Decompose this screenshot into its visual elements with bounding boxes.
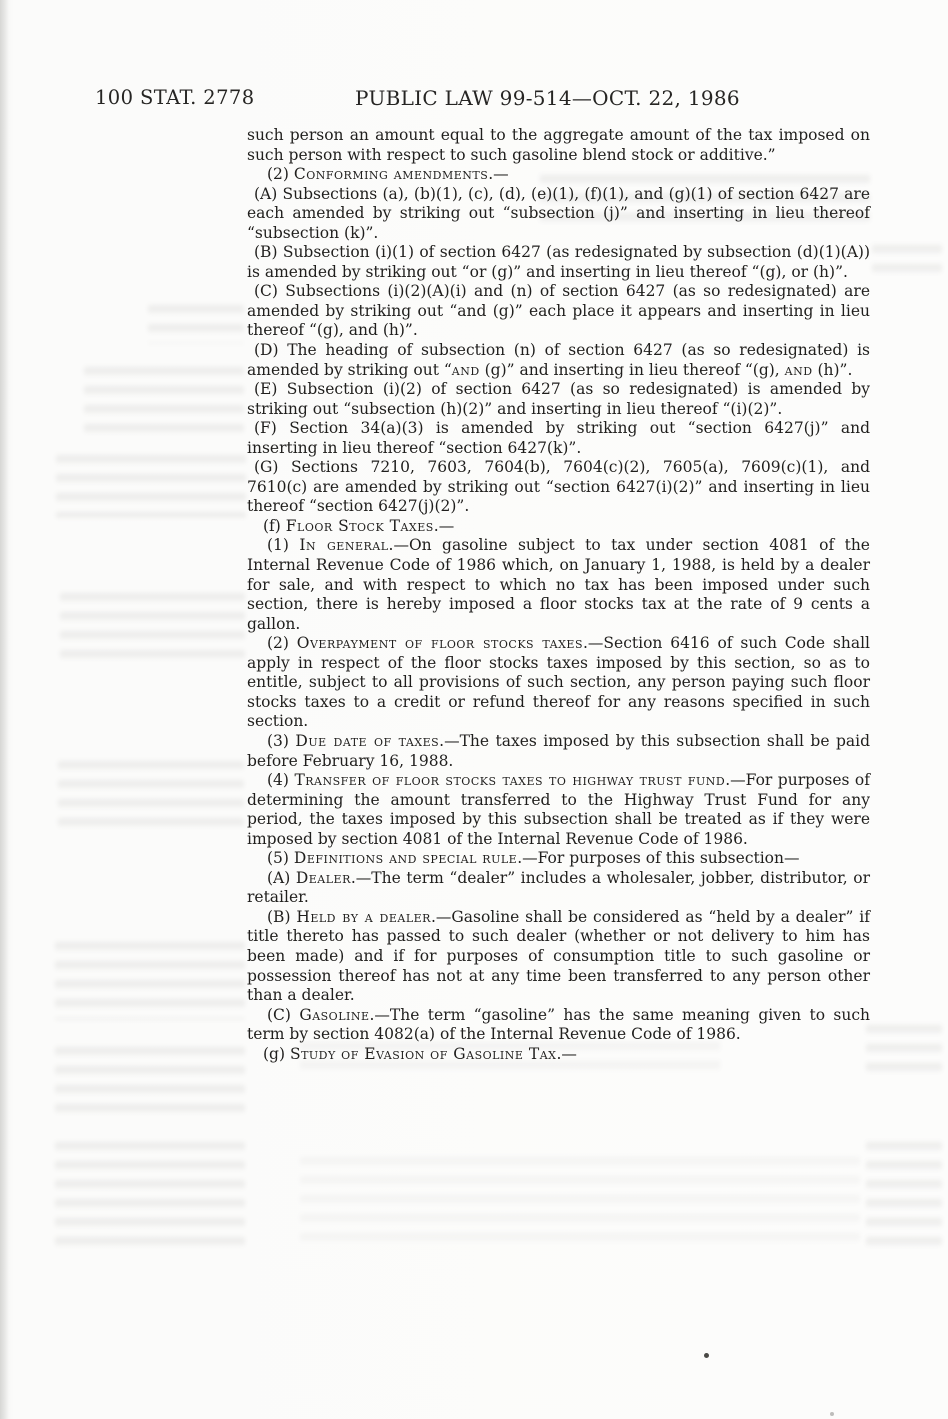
small-caps-heading: Held by a dealer [296, 907, 431, 926]
text-segment: (D) The heading of subsection (n) of section 6427 (as so redesignated) is amended by striking out “ [247, 341, 870, 379]
statute-paragraph [247, 458, 870, 517]
text-segment: .—The term “gasoline” has the same meaning given to such term by section 4082(a) of the Internal Revenue Code of 1986. [247, 1005, 870, 1044]
text-segment: (B) [267, 907, 297, 926]
text-segment: .—For purposes of this subsection— [517, 849, 800, 868]
text-segment: such person an amount equal to the aggregate amount of the tax imposed on such person with respect to such gasoline blend stock or additive.” [247, 126, 870, 164]
statute-paragraph [247, 185, 870, 244]
statute-paragraph [247, 771, 870, 849]
text-segment: (A) [267, 868, 296, 887]
text-segment: .— [488, 165, 509, 184]
statute-paragraph [247, 908, 870, 1006]
text-segment: (2) [267, 634, 297, 653]
bleed-through-artifact [148, 298, 244, 344]
small-caps-heading: Conforming amendments [293, 165, 489, 184]
small-caps-heading: Floor Stock Taxes [285, 516, 434, 535]
ink-speck [830, 1412, 834, 1416]
statute-paragraph [247, 634, 870, 732]
statute-paragraph [247, 341, 870, 380]
text-segment: (h)”. [812, 360, 853, 379]
text-segment: (3) [267, 731, 296, 750]
statute-paragraph [247, 282, 870, 341]
text-segment: .—Section 6416 of such Code shall apply in respect of the floor stocks taxes imposed by this section, so as to entitle, subject to all provisions of such section, any person paying such floor stocks taxes to a credit or refund thereof for any reasons specified in such section. [247, 634, 870, 731]
text-segment: (g)” and inserting in lieu thereof “(g), [479, 360, 785, 379]
statute-paragraph [247, 732, 870, 771]
text-segment: .—On gasoline subject to tax under section 4081 of the Internal Revenue Code of 1986 which, on January 1, 1988, is held by a dealer for sale, and with respect to which no tax has been imposed under such section, there is hereby imposed a floor stocks tax at the rate of 9 cents a gallon. [247, 536, 870, 633]
text-segment: .— [556, 1044, 577, 1063]
bleed-through-artifact [55, 935, 245, 1020]
stat-page-number: 100 STAT. 2778 [95, 86, 255, 109]
text-segment: .—The term “dealer” includes a wholesaler, jobber, distributor, or retailer. [247, 868, 870, 907]
statute-paragraph [247, 243, 870, 282]
small-caps-heading: Study of Evasion of Gasoline Tax [289, 1044, 557, 1063]
text-segment: (g) [263, 1044, 290, 1063]
text-segment: (B) Subsection (i)(1) of section 6427 (as redesignated by subsection (d)(1)(A)) is amended by striking out “or (g)” and inserting in lieu thereof “(g), or (h)”. [247, 243, 870, 281]
bleed-through-artifact [60, 586, 245, 666]
small-caps-heading: Overpayment of floor stocks taxes [296, 634, 583, 653]
small-caps-heading: Gasoline [299, 1005, 370, 1024]
statute-paragraph [247, 1006, 870, 1045]
bleed-through-artifact [84, 360, 244, 436]
bleed-through-artifact [300, 1150, 860, 1250]
bleed-through-artifact [56, 448, 246, 518]
bleed-through-artifact [866, 1018, 942, 1080]
small-caps-heading: and [451, 360, 480, 379]
statute-paragraph [247, 869, 870, 908]
text-segment: (F) Section 34(a)(3) is amended by striking out “section 6427(j)” and inserting in lieu thereof “section 6427(k)”. [247, 419, 870, 457]
text-segment: .—The taxes imposed by this subsection shall be paid before February 16, 1988. [247, 731, 870, 770]
small-caps-heading: Due date of taxes [295, 731, 440, 750]
scan-edge-shadow [0, 0, 9, 1419]
statute-paragraph [247, 380, 870, 419]
bleed-through-artifact [872, 238, 942, 282]
text-segment: .— [433, 516, 455, 535]
text-segment: (A) Subsections (a), (b)(1), (c), (d), (e)(1), (f)(1), and (g)(1) of section 6427 are each amended by striking out “subsection (j)” and inserting in lieu thereof “subsection (k)”. [247, 184, 870, 242]
statute-paragraph [247, 849, 870, 869]
bleed-through-artifact [58, 754, 244, 836]
statute-paragraph [247, 419, 870, 458]
text-segment: .—Gasoline shall be considered as “held by a dealer” if title thereto has passed to such dealer (whether or not delivery to him has been made) and if for purposes of consumption title to such gasoline or possession thereof has not at any time been transferred to any person other than a dealer. [247, 907, 870, 1005]
text-segment: (2) [267, 165, 294, 184]
bleed-through-artifact [866, 1135, 942, 1247]
text-segment: (C) Subsections (i)(2)(A)(i) and (n) of section 6427 (as so redesignated) are amended by striking out “and (g)” each place it appears and inserting in lieu thereof “(g), and (h)”. [247, 282, 870, 340]
page-header [0, 86, 948, 110]
text-segment: (E) Subsection (i)(2) of section 6427 (as so redesignated) is amended by striking out “subsection (h)(2)” and inserting in lieu thereof “(i)(2)”. [247, 380, 870, 418]
statute-paragraph [247, 126, 870, 165]
text-segment: (5) [267, 849, 294, 868]
text-segment: (f) [263, 516, 286, 535]
small-caps-heading: Transfer of floor stocks taxes to highway trust fund [294, 771, 726, 790]
text-segment: (1) [267, 536, 300, 555]
ink-speck [704, 1353, 709, 1358]
text-segment: (C) [267, 1005, 300, 1024]
statute-text [247, 126, 870, 1064]
small-caps-heading: Dealer [295, 868, 351, 887]
law-title: PUBLIC LAW 99-514—OCT. 22, 1986 [355, 86, 740, 110]
statute-paragraph [247, 536, 870, 634]
small-caps-heading: Definitions and special rule [293, 849, 518, 868]
statute-paragraph [247, 517, 870, 537]
small-caps-heading: and [784, 360, 813, 379]
statute-paragraph [247, 165, 870, 185]
small-caps-heading: In general [299, 536, 389, 555]
bleed-through-artifact [55, 1040, 245, 1120]
statute-paragraph [247, 1045, 870, 1065]
text-segment: (4) [267, 771, 295, 790]
text-segment: .—For purposes of determining the amount transferred to the Highway Trust Fund for any period, the taxes imposed by this subsection shall be treated as if they were imposed by section 4081 of the Internal Revenue Code of 1986. [247, 771, 870, 848]
text-segment: (G) Sections 7210, 7603, 7604(b), 7604(c)(2), 7605(a), 7609(c)(1), and 7610(c) are amended by striking out “section 6427(i)(2)” and inserting in lieu thereof “section 6427(j)(2)”. [247, 458, 870, 516]
bleed-through-artifact [55, 1135, 245, 1247]
